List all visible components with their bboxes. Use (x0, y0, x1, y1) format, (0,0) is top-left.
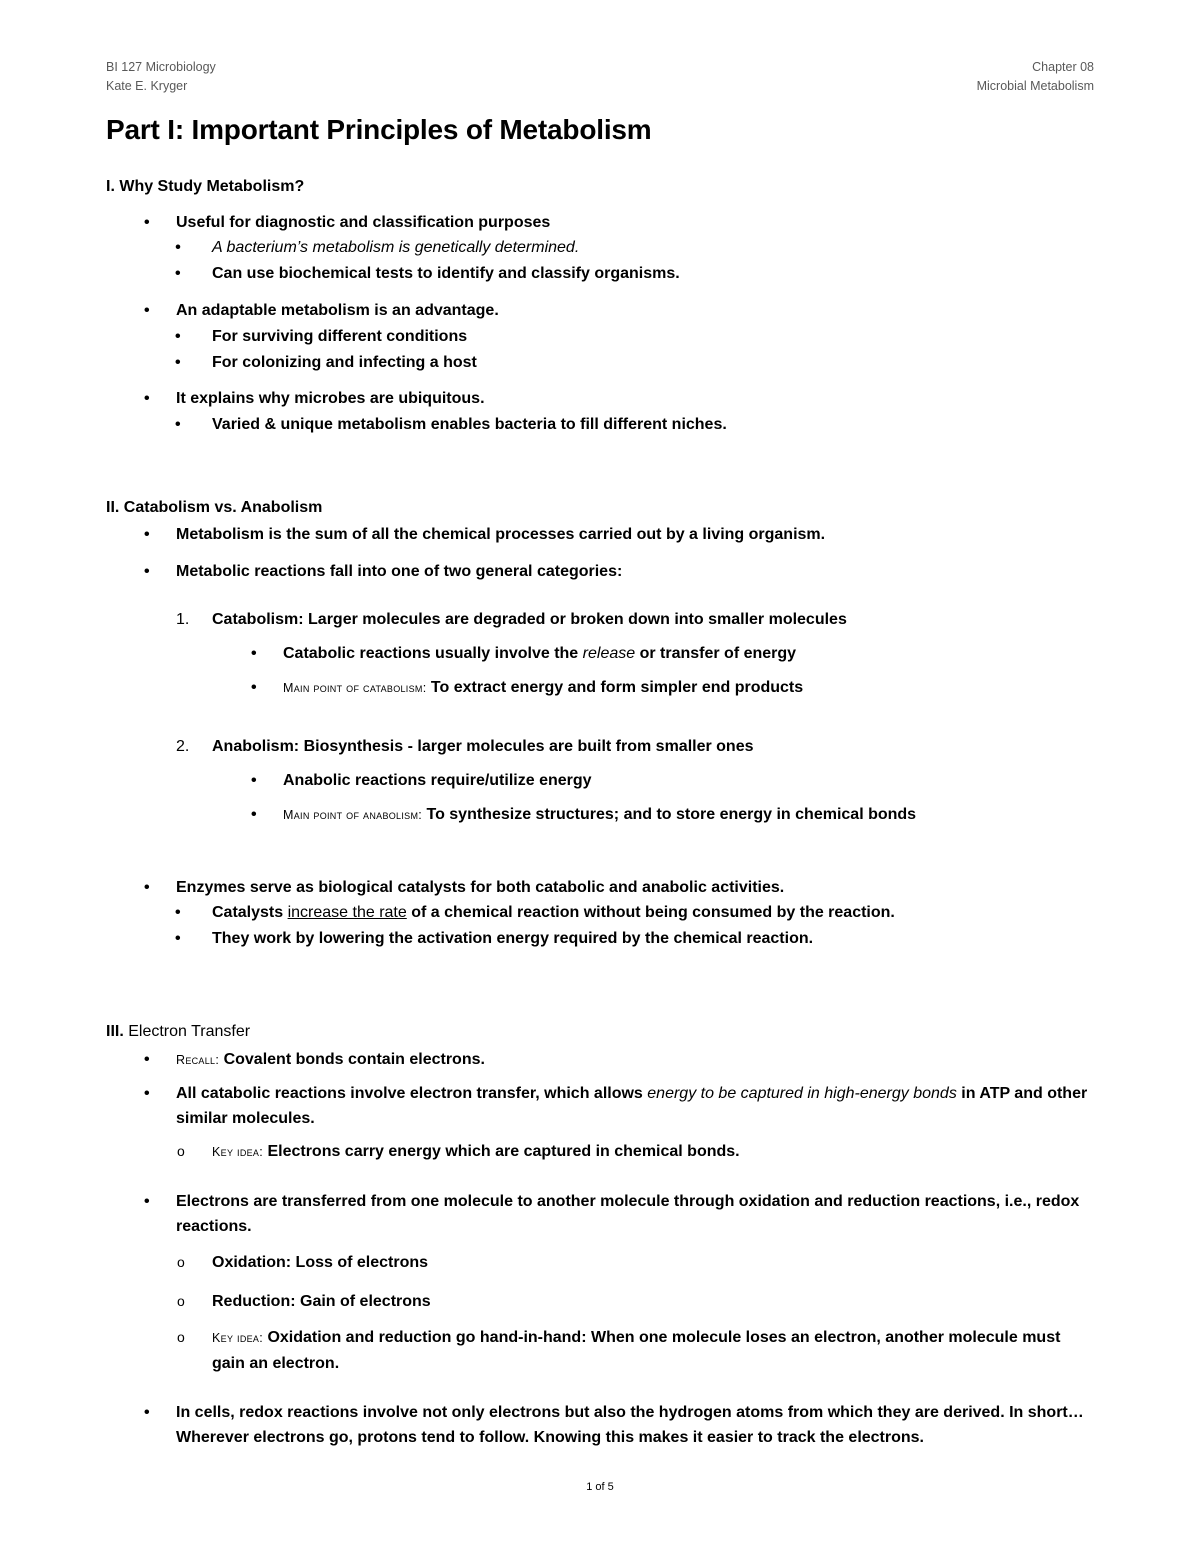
section-heading-electron-transfer (106, 1023, 250, 1041)
bullet-redox-transfer: • Electrons are transferred from one molecule to another molecule through oxidation and reduction reactions, i.e., redox reactions. (176, 1189, 1096, 1239)
course-name: BI 127 Microbiology (106, 60, 216, 74)
bullet-surviving: • For surviving different conditions (212, 324, 467, 349)
section-heading-why-study: I. Why Study Metabolism? (106, 178, 305, 195)
text: Oxidation and reduction go hand-in-hand: When one molecule loses an electron, another molecule must gain an electron. (212, 1329, 1061, 1372)
emphasis-release: release (582, 645, 636, 662)
chapter-topic: Microbial Metabolism (976, 79, 1094, 93)
bullet-main-point-anabolism (283, 802, 916, 828)
catabolism-text: Catabolism: Larger molecules are degraded or broken down into smaller molecules (212, 611, 847, 628)
text: To synthesize structures; and to store energy in chemical bonds (422, 806, 917, 823)
author-name: Kate E. Kryger (106, 79, 188, 93)
bullet-niches: • Varied & unique metabolism enables bacteria to fill different niches. (212, 412, 727, 437)
page-header-left (106, 58, 216, 96)
text: To extract energy and form simpler end products (426, 679, 804, 696)
item-number: 1. (176, 611, 190, 628)
bullet-enzymes: • Enzymes serve as biological catalysts for both catabolic and anabolic activities. (176, 875, 784, 900)
bullet-anabolic-energy: • Anabolic reactions require/utilize energy (283, 768, 592, 793)
key-idea-label: Key idea: (212, 1145, 263, 1159)
bullet-ubiquitous: • It explains why microbes are ubiquitous. (176, 386, 485, 411)
bullet-activation-energy: • They work by lowering the activation energy required by the chemical reaction. (212, 926, 813, 951)
text: of a chemical reaction without being consumed by the reaction. (406, 904, 895, 921)
section-number: III. (106, 1023, 124, 1040)
bullet-main-point-catabolism (283, 675, 803, 701)
bullet-biochemical-tests: • Can use biochemical tests to identify and classify organisms. (212, 261, 680, 286)
bullet-recall (176, 1047, 485, 1073)
sub-item-oxidation: o Oxidation: Loss of electrons (212, 1250, 428, 1275)
sub-item-key-idea-energy (212, 1139, 740, 1165)
main-point-label: Main point of catabolism: (283, 681, 427, 695)
item-number: 2. (176, 738, 190, 755)
text: All catabolic reactions involve electron transfer, which allows (176, 1085, 648, 1102)
bullet-metabolism-definition: • Metabolism is the sum of all the chemical processes carried out by a living organism. (176, 522, 825, 547)
bullet-catabolic-electron-transfer (176, 1081, 1096, 1131)
bullet-diagnostic: • Useful for diagnostic and classification purposes (176, 210, 550, 235)
sub-item-reduction: o Reduction: Gain of electrons (212, 1289, 431, 1314)
main-point-label: Main point of anabolism: (283, 808, 423, 822)
text: Catabolic reactions usually involve the (283, 645, 583, 662)
bullet-colonizing: • For colonizing and infecting a host (212, 350, 477, 375)
text: Electrons carry energy which are captured in chemical bonds. (263, 1143, 740, 1160)
text: or transfer of energy (635, 645, 797, 662)
bullet-adaptable: • An adaptable metabolism is an advantage. (176, 298, 499, 323)
section-heading-catabolism-anabolism: II. Catabolism vs. Anabolism (106, 499, 323, 516)
recall-label: Recall: (176, 1053, 220, 1067)
page-title: Part I: Important Principles of Metabolism (106, 114, 652, 145)
text: Catalysts (212, 904, 288, 921)
bullet-two-categories: • Metabolic reactions fall into one of two general categories: (176, 559, 622, 584)
page-number: 1 of 5 (586, 1481, 614, 1493)
chapter-label: Chapter 08 (1032, 60, 1094, 74)
underlined-phrase: increase the rate (287, 904, 407, 921)
key-idea-label: Key idea: (212, 1331, 263, 1345)
page-header-right (977, 58, 1094, 96)
text: Covalent bonds contain electrons. (219, 1051, 485, 1068)
bullet-catalysts-rate (212, 900, 895, 925)
numbered-item-anabolism (176, 738, 754, 756)
section-title: Electron Transfer (123, 1023, 251, 1040)
numbered-item-catabolism (176, 611, 847, 629)
bullet-catabolic-release (283, 641, 796, 666)
emphasis-energy-captured: energy to be captured in high-energy bonds (647, 1085, 957, 1102)
anabolism-text: Anabolism: Biosynthesis - larger molecules are built from smaller ones (212, 738, 754, 755)
sub-item-key-idea-redox (212, 1325, 1097, 1376)
bullet-genetic: • A bacterium’s metabolism is genetically determined. (212, 235, 579, 260)
text: in ATP and other similar molecules. (176, 1085, 1088, 1127)
bullet-hydrogen-protons: • In cells, redox reactions involve not only electrons but also the hydrogen atoms from which they are derived. In short… Wherever electrons go, protons tend to follow. Knowing this makes it easier to track the electrons. (176, 1400, 1096, 1450)
